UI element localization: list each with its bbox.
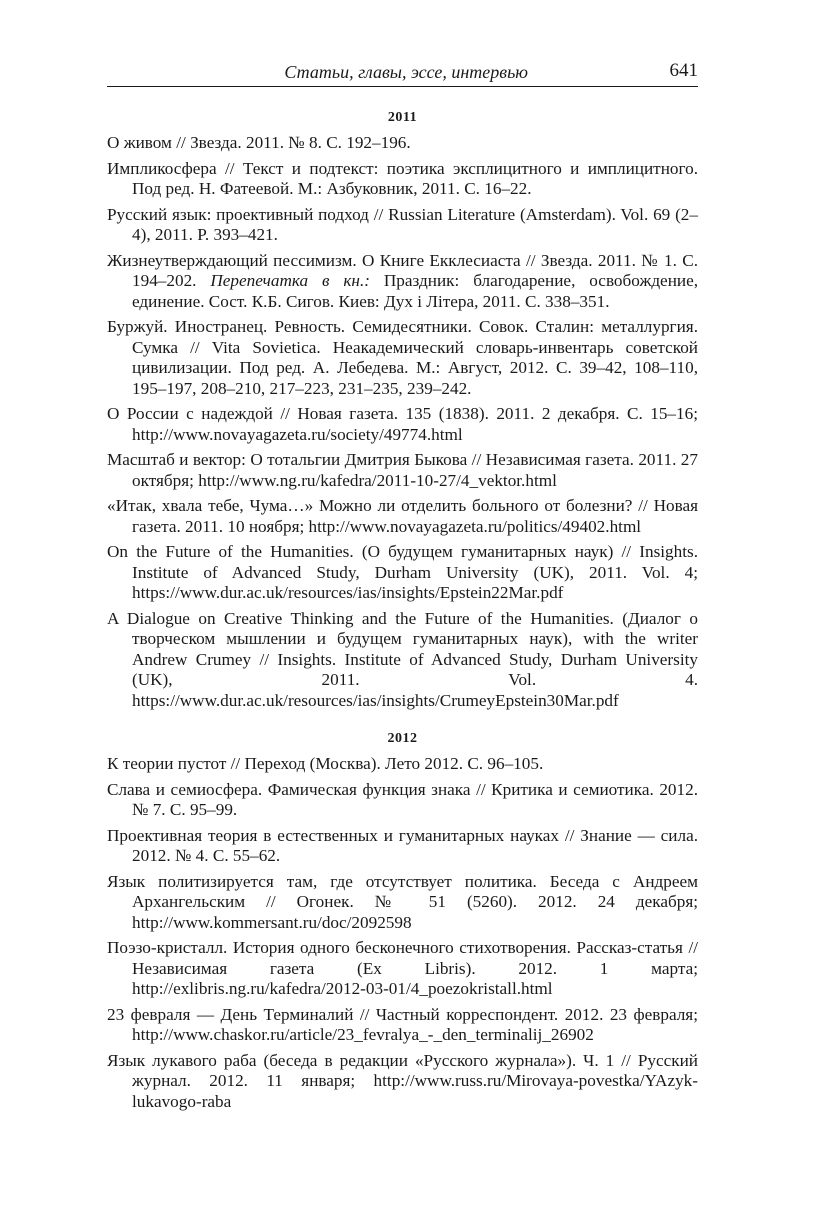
running-header	[107, 60, 698, 87]
section-title: Статьи, главы, эссе, интервью	[284, 62, 528, 82]
bibliography-entry: A Dialogue on Creative Thinking and the Future of the Humanities. (Диалог о творческом мышлении и будущем гуманитарных наук), with the writer Andrew Crumey // Insights. Institute of Advanced Study, Durham University (UK), 2011. Vol. 4. https://www.dur.ac.uk/resources/ias/insights/CrumeyEpstein30Mar.pdf	[107, 608, 698, 710]
bibliography-entry: Масштаб и вектор: О тотальгии Дмитрия Быкова // Независимая газета. 2011. 27 октября; http://www.ng.ru/kafedra/2011-10-27/4_vektor.html	[107, 450, 698, 490]
bibliography-entry: Импликосфера // Текст и подтекст: поэтика эксплицитного и имплицитного. Под ред. Н. Фатеевой. М.: Азбуковник, 2011. С. 16–22.	[107, 158, 698, 198]
bibliography-entry: О живом // Звезда. 2011. № 8. С. 192–196.	[107, 133, 411, 152]
bibliography-entry: 23 февраля — День Терминалий // Частный корреспондент. 2012. 23 февраля; http://www.chaskor.ru/article/23_fevralya_-_den_terminalij_26902	[107, 1004, 698, 1044]
year-heading: 2012	[387, 731, 418, 746]
year-heading: 2011	[387, 110, 418, 125]
bibliography	[107, 110, 698, 1117]
bibliography-entry: Слава и семиосфера. Фамическая функция знака // Критика и семиотика. 2012. № 7. С. 95–99.	[107, 779, 698, 819]
reprint-note: Перепечатка в кн.:	[210, 271, 370, 290]
page-number: 641	[669, 60, 698, 81]
bibliography-entry: Язык лукавого раба (беседа в редакции «Русского журнала»). Ч. 1 // Русский журнал. 2012. 11 января; http://www.russ.ru/Mirovaya-povestka/YAzyk-lukavogo-raba	[107, 1050, 698, 1111]
bibliography-entry: К теории пустот // Переход (Москва). Лето 2012. С. 96–105.	[107, 754, 544, 773]
entry-text: Жизнеутверждающий пессимизм. О Книге Екклесиаста // Звезда. 2011. № 1. С. 194–202.	[107, 250, 698, 290]
bibliography-entry: О России с надеждой // Новая газета. 135 (1838). 2011. 2 декабря. С. 15–16; http://www.novayagazeta.ru/society/49774.html	[107, 404, 698, 444]
bibliography-entry	[107, 251, 698, 313]
bibliography-entry: Буржуй. Иностранец. Ревность. Семидесятники. Совок. Сталин: металлургия. Сумка // Vita Sovietica. Неакадемический словарь-инвентарь советской цивилизации. Под ред. А. Лебедева. М.: Август, 2012. С. 39–42, 108–110, 195–197, 208–210, 217–223, 231–235, 239–242.	[107, 317, 698, 398]
entry-text-continued: Праздник: благодарение, освобождение, единение. Сост. К.Б. Сигов. Киев: Дух і Літера, 2011. С. 338–351.	[132, 271, 699, 311]
bibliography-entry: «Итак, хвала тебе, Чума…» Можно ли отделить больного от болезни? // Новая газета. 2011. 10 ноября; http://www.novayagazeta.ru/politics/49402.html	[107, 496, 698, 536]
bibliography-entry: Проективная теория в естественных и гуманитарных науках // Знание — сила. 2012. № 4. С. 55–62.	[107, 825, 698, 865]
bibliography-entry: Поэзо-кристалл. История одного бесконечного стихотворения. Рассказ-статья // Независимая газета (Ex Libris). 2012. 1 марта; http://exlibris.ng.ru/kafedra/2012-03-01/4_poezokristall.html	[107, 938, 698, 998]
bibliography-entry: Язык политизируется там, где отсутствует политика. Беседа с Андреем Архангельским // Огонек. № 51 (5260). 2012. 24 декабря; http://www.kommersant.ru/doc/2092598	[107, 871, 698, 932]
bibliography-entry: On the Future of the Humanities. (О будущем гуманитарных наук) // Insights. Institute of Advanced Study, Durham University (UK), 2011. Vol. 4; https://www.dur.ac.uk/resources/ias/insights/Epstein22Mar.pdf	[107, 542, 698, 602]
bibliography-entry: Русский язык: проективный подход // Russian Literature (Amsterdam). Vol. 69 (2–4), 2011. P. 393–421.	[107, 204, 698, 244]
